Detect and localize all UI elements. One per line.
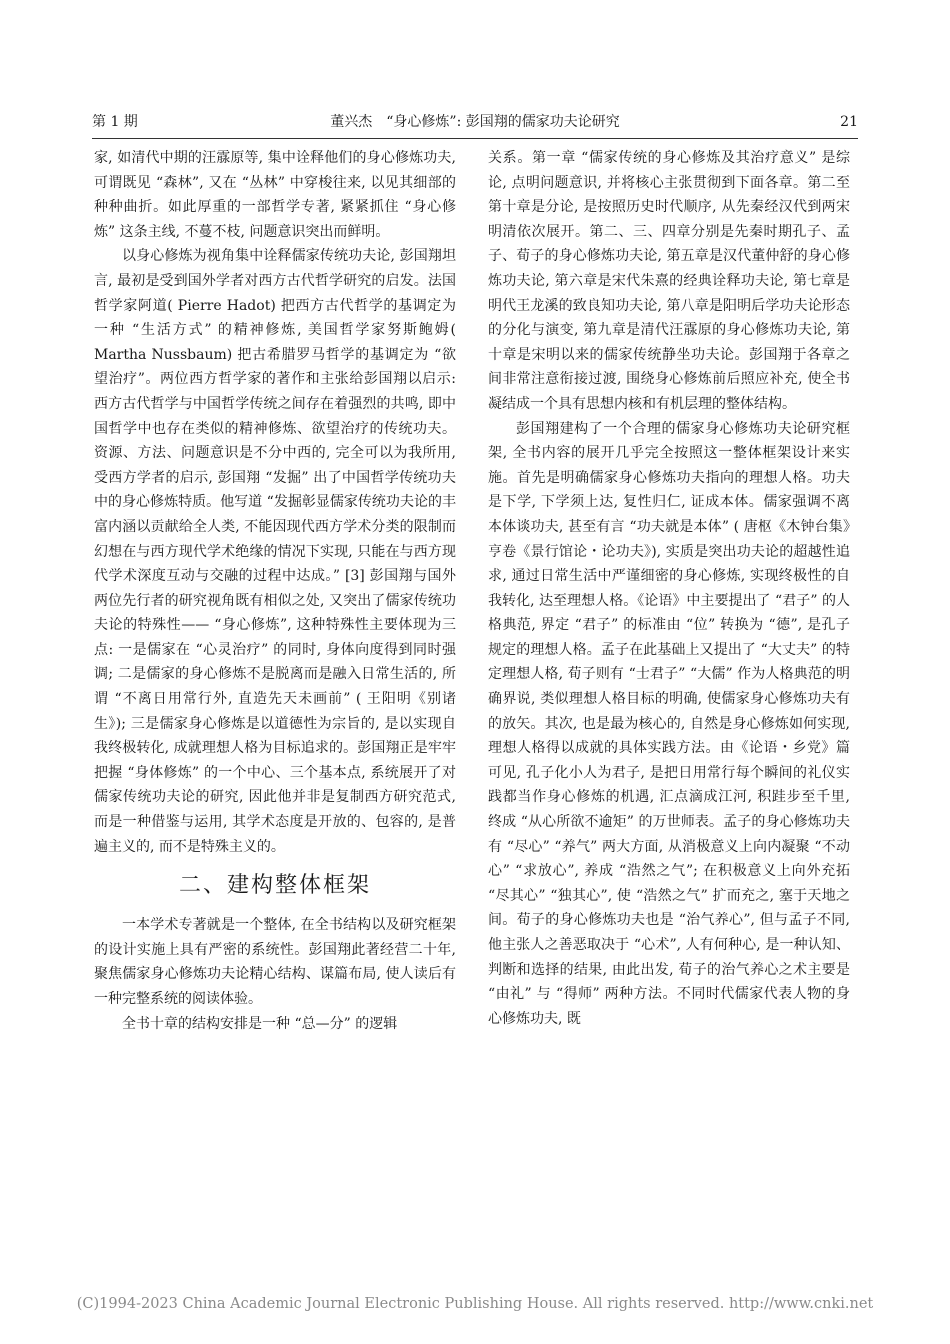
running-header <box>92 112 858 132</box>
paragraph: 家, 如清代中期的汪霡原等, 集中诠释他们的身心修炼功夫, 可谓既见 “森林”, 又在 “丛林” 中穿梭往来, 以见其细部的种种曲折。如此厚重的一部哲学专著, 紧紧抓住 “身心修炼” 这条主线, 不蔓不枝, 问题意识突出而鲜明。 <box>94 150 456 240</box>
paragraph: 彭国翔建构了一个合理的儒家身心修炼功夫论研究框架, 全书内容的展开几乎完全按照这一整体框架设计来实施。首先是明确儒家身心修炼功夫指向的理想人格。功夫是下学, 下学须上达, 复性归仁, 证成本体。儒家强调不离本体谈功夫, 甚至有言 “功夫就是本体” ( 唐枢《木钟台集》亨卷《景行馆论・论功夫》), 实质是突出功夫论的超越性追求, 通过日常生活中严谨细密的身心修炼, 实现终极性的自我转化, 达至理想人格。《论语》中主要提出了 “君子” 的人格典范, 界定 “君子” 的标准由 “位” 转换为 “德”, 是孔子规定的理想人格。孟子在此基础上又提出了 “大丈夫” 的特定理想人格, 荀子则有 “士君子” “大儒” 作为人格典范的明确界说, 类似理想人格目标的明确, 使儒家身心修炼功夫有的放矢。其次, 也是最为核心的, 自然是身心修炼如何实现, 理想人格得以成就的具体实践方法。由《论语・乡党》篇可见, 孔子化小人为君子, 是把日用常行每个瞬间的礼仪实践都当作身心修炼的机遇, 汇点滴成江河, 积跬步至千里, 终成 “从心所欲不逾矩” 的万世师表。孟子的身心修炼功夫有 “尽心” “养气” 两大方面, 从消极意义上向内凝聚 “不动心” “求放心”, 养成 “浩然之气”; 在积极意义上向外充拓 “尽其心” “独其心”, 使 “浩然之气” 扩而充之, 塞于天地之间。荀子的身心修炼功夫也是 “治气养心”, 但与孟子不同, 他主张人之善恶取决于 “心术”, 人有何种心, 是一种认知、判断和选择的结果, 由此出发, 荀子的治气养心之术主要是 “由礼” 与 “得师” 两种方法。不同时代儒家代表人物的身心修炼功夫, 既 <box>488 420 850 1027</box>
header-rule <box>92 138 858 139</box>
paragraph: 关系。第一章 “儒家传统的身心修炼及其治疗意义” 是综论, 点明问题意识, 并将核心主张贯彻到下面各章。第二至第十章是分论, 是按照历史时代顺序, 从先秦经汉代到两宋明清依次展开。第二、三、四章分别是先秦时期孔子、孟子、荀子的身心修炼功夫论, 第五章是汉代董仲舒的身心修炼功夫论, 第六章是宋代朱熹的经典诠释功夫论, 第七章是明代王龙溪的致良知功夫论, 第八章是阳明后学功夫论形态的分化与演变, 第九章是清代汪霡原的身心修炼功夫论, 第十章是宋明以来的儒家传统静坐功夫论。彭国翔于各章之间非常注意衔接过渡, 围绕身心修炼前后照应补充, 使全书凝结成一个具有思想内核和有机层理的整体结构。 <box>488 150 850 412</box>
left-column <box>94 146 456 1036</box>
copyright-footer: (C)1994-2023 China Academic Journal Electronic Publishing House. All rights reserved. http://www.cnki.net <box>76 1296 874 1312</box>
paragraph: 全书十章的结构安排是一种 “总—分” 的逻辑 <box>122 1015 398 1032</box>
page-number: 21 <box>840 114 858 130</box>
issue-number: 第 1 期 <box>92 114 138 130</box>
paragraph: 一本学术专著就是一个整体, 在全书结构以及研究框架的设计实施上具有严密的系统性。彭国翔此著经营二十年, 聚焦儒家身心修炼功夫论精心结构、谋篇布局, 使人读后有一种完整系统的阅读体验。 <box>94 917 456 1007</box>
section-heading: 二、建构整体框架 <box>178 873 371 899</box>
right-column <box>488 146 850 1031</box>
article-running-title: 董兴杰 “身心修炼”: 彭国翔的儒家功夫论研究 <box>330 114 620 130</box>
paragraph: 以身心修炼为视角集中诠释儒家传统功夫论, 彭国翔坦言, 最初是受到国外学者对西方古代哲学研究的启发。法国哲学家阿道( Pierre Hadot) 把西方古代哲学的基调定为一种 “生活方式” 的精神修炼, 美国哲学家努斯鲍姆( Martha Nussbaum) 把古希腊罗马哲学的基调定为 “欲望治疗”。两位西方哲学家的著作和主张给彭国翔以启示: 西方古代哲学与中国哲学传统之间存在着强烈的共鸣, 即中国哲学中也存在类似的精神修炼、欲望治疗的传统功夫。资源、方法、问题意识是不分中西的, 完全可以为我所用, 受西方学者的启示, 彭国翔 “发掘” 出了中国哲学传统功夫中的身心修炼特质。他写道 “发掘彰显儒家传统功夫论的丰富内涵以贡献给全人类, 不能因现代西方学术分类的限制而幻想在与西方现代学术绝缘的情况下实现, 只能在与西方现代学术深度互动与交融的过程中达成。” [3] 彭国翔与国外两位先行者的研究视角既有相似之处, 又突出了儒家传统功夫论的特殊性—— “身心修炼”, 这种特殊性主要体现为三点: 一是儒家在 “心灵治疗” 的同时, 身体向度得到同时强调; 二是儒家的身心修炼不是脱离而是融入日常生活的, 所谓 “不离日用常行外, 直造先天未画前” ( 王阳明《别诸生》); 三是儒家身心修炼是以道德性为宗旨的, 是以实现自我终极转化, 成就理想人格为目标追求的。彭国翔正是牢牢把握 “身体修炼” 的一个中心、三个基本点, 系统展开了对儒家传统功夫论的研究, 因此他并非是复制西方研究范式, 而是一种借鉴与运用, 其学术态度是开放的、包容的, 是普遍主义的, 而不是特殊主义的。 <box>94 248 456 855</box>
